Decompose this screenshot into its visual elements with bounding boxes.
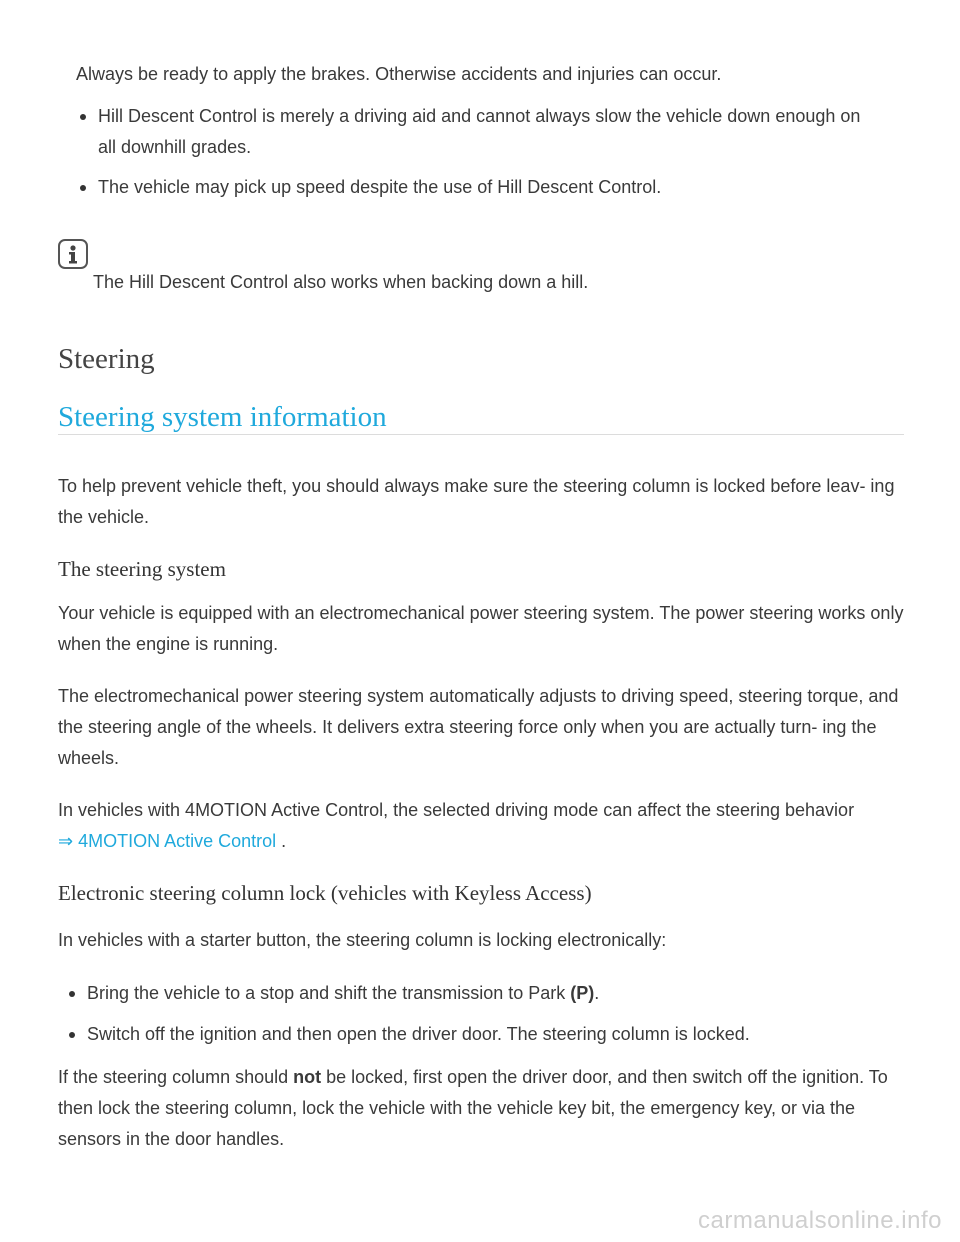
warning-bullet [80, 101, 880, 163]
paragraph-end: . [276, 831, 287, 851]
warning-bullet-text: The vehicle may pick up speed despite the use of Hill Descent Control. [98, 177, 662, 197]
bullet-text: Bring the vehicle to a stop and shift the transmission to Park [87, 983, 571, 1003]
column-lock-bullet-text: Switch off the ignition and then open the driver door. The steering column is locked. [87, 1024, 750, 1044]
emphasis: not [293, 1067, 322, 1087]
paragraph-text: If the steering column should [58, 1067, 294, 1087]
column-lock-heading: Electronic steering column lock (vehicles with Keyless Access) [58, 881, 592, 905]
steering-system-heading: The steering system [58, 557, 226, 581]
warning-bullet [80, 172, 880, 203]
bullet-icon [80, 185, 86, 191]
steering-paragraph: The electromechanical power steering system automatically adjusts to driving speed, steering torque, and the steering angle of the wheels. It delivers extra steering force only when you are actually turn- ing the wheels. [58, 686, 899, 768]
bullet-icon [80, 114, 86, 120]
section-title: Steering [58, 343, 155, 375]
warning-bullet-text: Hill Descent Control is merely a driving aid and cannot always slow the vehicle down enough on all downhill grades. [98, 106, 861, 157]
section-intro: To help prevent vehicle theft, you should always make sure the steering column is locked before leav- ing the vehicle. [58, 476, 895, 527]
column-lock-bullet [69, 1019, 899, 1050]
column-lock-paragraph [58, 1062, 906, 1155]
column-lock-bullet-text [87, 978, 599, 1009]
steering-paragraph [58, 795, 906, 857]
bullet-icon [69, 991, 75, 997]
note-text: The Hill Descent Control also works when backing down a hill. [93, 272, 589, 292]
bullet-icon [69, 1032, 75, 1038]
paragraph-text: In vehicles with 4MOTION Active Control, the selected driving mode can affect the steering behavior [58, 800, 855, 820]
bullet-end: . [594, 983, 600, 1003]
warning-intro: Always be ready to apply the brakes. Otherwise accidents and injuries can occur. [76, 64, 722, 84]
paragraph-text: be locked, first open the driver door, and then switch off the ignition. To then lock the steering column, lock the vehicle with the vehicle key bit, the emergency key, or via the sensors in the door handles. [58, 1067, 888, 1149]
divider [58, 434, 904, 435]
steering-paragraph: Your vehicle is equipped with an electromechanical power steering system. The power steering works only when the engine is running. [58, 603, 904, 654]
column-lock-intro: In vehicles with a starter button, the steering column is locking electronically: [58, 930, 667, 950]
park-label: (P) [570, 983, 595, 1003]
watermark: carmanualsonline.info [698, 1207, 942, 1234]
4motion-link[interactable]: ⇒ 4MOTION Active Control [58, 831, 277, 851]
info-icon [58, 239, 88, 269]
column-lock-bullet [69, 978, 899, 1009]
section-subtitle: Steering system information [58, 401, 387, 433]
